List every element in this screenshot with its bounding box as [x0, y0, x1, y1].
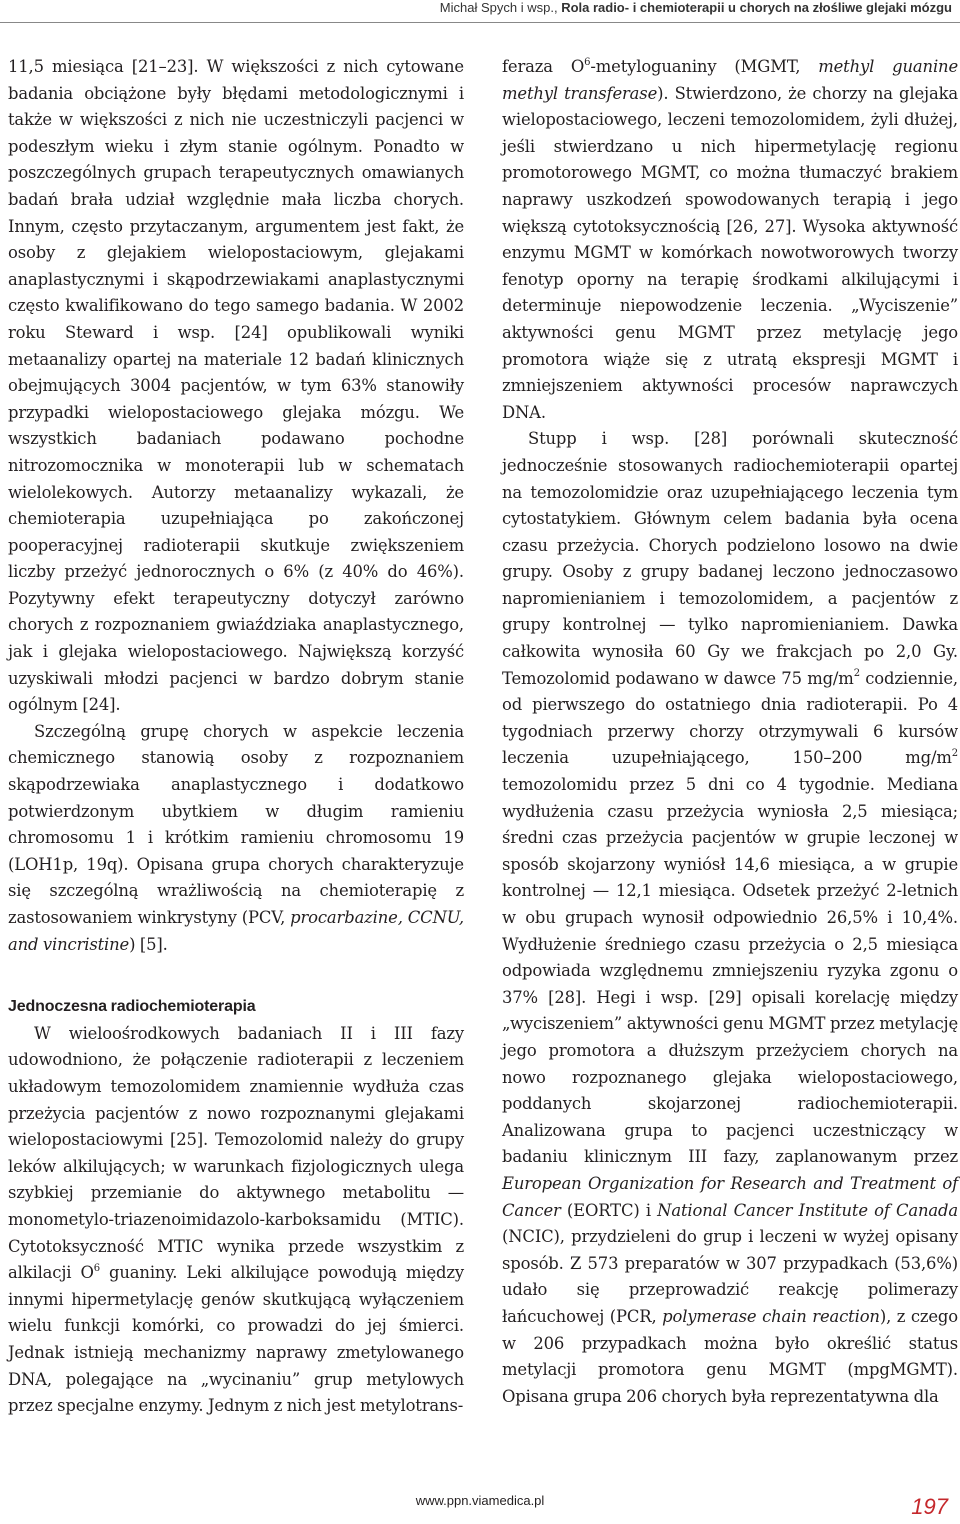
right-column: [502, 54, 958, 1410]
paragraph: feraza $O^6$-metyloguaniny (MGMT, methyl guanine methyl transferase). Stwierdzono, że chorzy na glejaka wielopostaciowego, leczeni temozolomidem, żyli dłużej, jeśli stwierdzano u nich hipermetylację regionu promotorowego MGMT, co można tłumaczyć brakiem naprawy uszkodzeń spowodowanych terapią i jego większą cytotoksycznością [26, 27]. Wysoka aktywność enzymu MGMT w komórkach nowotworowych tworzy fenotyp oporny na terapię środkami alkilującymi i determinuje niepowodzenie leczenia. „Wyciszenie” aktywności genu MGMT przez metylację jego promotora wiąże się z utratą ekspresji MGMT i zmniejszeniem aktywności procesów naprawczych DNA.: [502, 56, 959, 422]
paragraph: Szczególną grupę chorych w aspekcie leczenia chemicznego stanowią osoby z rozpoznaniem skąpodrzewiaka anaplastycznego i dodatkowo potwierdzonym ubytkiem w długim ramieniu chromosomu 1 i krótkim ramieniu chromosomu 19 (LOH1p, 19q). Opisana grupa chorych charakteryzuje się szczególną wrażliwością na chemioterapię z zastosowaniem winkrystyny (PCV, procarbazine, CCNU, and vincristine) [5].: [8, 721, 464, 954]
left-column: [8, 54, 464, 1420]
running-head-authors: Michał Spych i wsp.,: [439, 0, 558, 15]
footer-url: www.ppn.viamedica.pl: [415, 1493, 545, 1508]
section-heading: Jednoczesna radiochemioterapia: [8, 998, 256, 1016]
running-head-title: Rola radio- i chemioterapii u chorych na złośliwe glejaki mózgu: [561, 0, 952, 15]
page-number: 197: [911, 1494, 948, 1519]
header-rule: [0, 22, 960, 23]
running-head: [440, 0, 952, 15]
paragraph: 11,5 miesiąca [21–23]. W większości z nich cytowane badania obciążone były błędami metodologicznymi i także w większości z nich nie uczestniczyli pacjenci w podeszłym wieku i złym stanie ogólnym. Ponadto w poszczególnych grupach terapeutycznych omawianych badań brała udział względnie mała liczba chorych. Innym, często przytaczanym, argumentem jest fakt, że osoby z glejakiem wielopostaciowym, glejakami anaplastycznymi i skąpodrzewiakami anaplastycznymi często kwalifikowano do tego samego badania. W 2002 roku Steward i wsp. [24] opublikowali wyniki metaanalizy opartej na materiale 12 badań klinicznych obejmujących 3004 pacjentów, w tym 63% stanowiły przypadki wielopostaciowego glejaka mózgu. We wszystkich badaniach podawano pochodne nitrozomocznika w monoterapii lub w schematach wielolekowych. Autorzy metaanalizy wykazali, że chemioterapia uzupełniająca po zakończonej pooperacyjnej radioterapii skutkuje zwiększeniem liczby przeżyć jednorocznych o 6% (z 40% do 46%). Pozytywny efekt terapeutyczny dotyczył zarówno chorych z rozpoznaniem gwiaździaka anaplastycznego, jak i glejaka wielopostaciowego. Największą korzyść uzyskiwali młodzi pacjenci w bardzo dobrym stanie ogólnym [24].: [8, 57, 464, 715]
paragraph: W wieloośrodkowych badaniach II i III fazy udowodniono, że połączenie radioterapii z leczeniem układowym temozolomidem znamiennie wydłuża czas przeżycia pacjentów z nowo rozpoznanymi glejakami wielopostaciowymi [25]. Temozolomid należy do grupy leków alkilujących; w warunkach fizjologicznych ulega szybkiej przemianie do aktywnego metabolitu — monometylo-triazenoimidazolo-karboksamidu (MTIC). Cytotoksyczność MTIC wynika przede wszystkim z alkilacji $O^6$ guaniny. Leki alkilujące powodują między innymi hipermetylację genów skutkującą wyłączeniem wielu funkcji komórki, co prowadzi do jej śmierci. Jednak istnieją mechanizmy naprawy zmetylowanego DNA, polegające na „wycinaniu” grup metylowych przez specjalne enzymy. Jednym z nich jest metylotrans-: [8, 1023, 464, 1416]
paragraph: Stupp i wsp. [28] porównali skuteczność jednocześnie stosowanych radiochemioterapii opartej na temozolomidzie oraz uzupełniającego leczenia tym cytostatykiem. Głównym celem badania była ocena czasu przeżycia. Chorych podzielono losowo na dwie grupy. Osoby z grupy badanej leczono jednoczasowo napromienianiem i temozolomidem, a pacjentów z grupy kontrolnej — tylko napromienianiem. Dawka całkowita wynosiła 60 Gy we frakcjach po 2,0 Gy. Temozolomid podawano w dawce 75 $mg/m^2$ codziennie, od pierwszego do ostatniego dnia radioterapii. Po 4 tygodniach przerwy chorzy otrzymywali 6 kursów leczenia uzupełniającego, 150–200 $mg/m^2$ temozolomidu przez 5 dni co 4 tygodnie. Mediana wydłużenia czasu przeżycia wyniosła 2,5 miesiąca; średni czas przeżycia pacjentów w grupie leczonej w sposób skojarzony wyniósł 14,6 miesiąca, a w grupie kontrolnej — 12,1 miesiąca. Odsetek przeżyć 2-letnich w obu grupach wynosił odpowiednio 26,5% i 10,4%. Wydłużenie średniego czasu przeżycia o 2,5 miesiąca odpowiada względnemu zmniejszeniu ryzyka zgonu o 37% [28]. Hegi i wsp. [29] opisali korelację między „wyciszeniem” aktywności genu MGMT przez metylację jego promotora a dłuższym przeżyciem chorych na nowo rozpoznanego glejaka wielopostaciowego, poddanych skojarzonej radiochemioterapii. Analizowana grupa to pacjenci uczestniczący w badaniu klinicznym III fazy, zaplanowanym przez European Organization for Research and Treatment of Cancer (EORTC) i National Cancer Institute of Canada (NCIC), przydzieleni do grup i leczeni w wyżej opisany sposób. Z 573 preparatów w 307 przypadkach (53,6%) udało się przeprowadzić reakcję polimerazy łańcuchowej (PCR, polymerase chain reaction), z czego w 206 przypadkach można było określić status metylacji promotora genu MGMT (mpgMGMT). Opisana grupa 206 chorych była reprezentatywna dla: [502, 429, 958, 1406]
